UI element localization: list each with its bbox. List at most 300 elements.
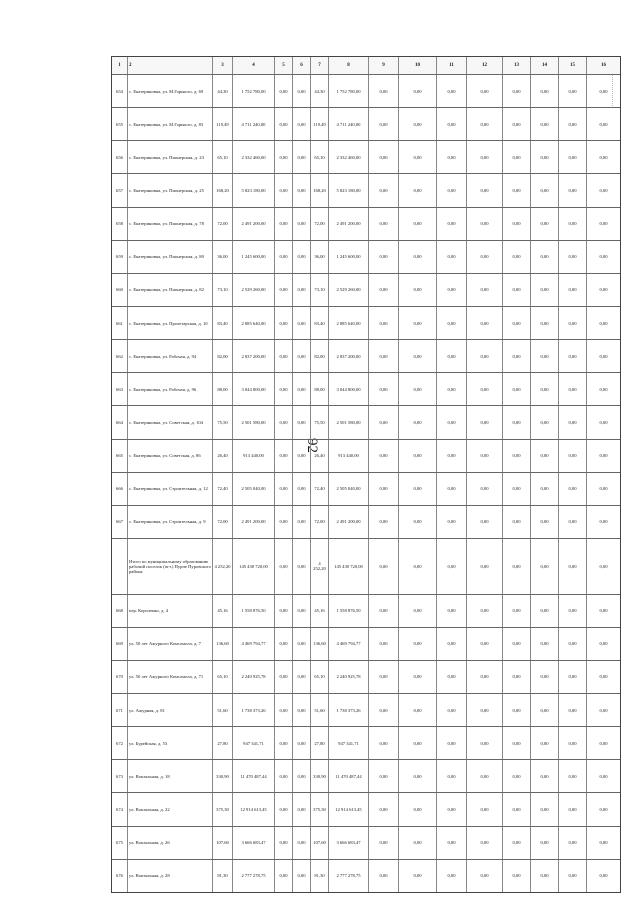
table-cell: 11 470 487,44 xyxy=(233,760,275,792)
table-cell: 2 885 640,00 xyxy=(233,307,275,339)
table-cell: 0,00 xyxy=(531,440,559,472)
table-cell: 0,00 xyxy=(399,860,437,892)
table-cell: 82,00 xyxy=(311,340,329,372)
table-cell: 670 xyxy=(112,661,128,693)
table-cell: 0,00 xyxy=(369,694,399,726)
table-cell: 2 491 200,00 xyxy=(233,208,275,240)
table-cell: пер. Короленко, д. 4 xyxy=(128,595,213,627)
table-cell: с. Екатериновка, ул. Рабочая, д. 96 xyxy=(128,373,213,405)
header-cell: 2 xyxy=(128,57,213,74)
table-cell: 0,00 xyxy=(437,595,467,627)
table-cell: 0,00 xyxy=(503,473,531,505)
table-row xyxy=(112,340,620,373)
table-cell: 0,00 xyxy=(437,406,467,438)
table-row xyxy=(112,860,620,892)
table-cell: 0,00 xyxy=(599,386,608,392)
table-cell: 0,00 xyxy=(275,174,293,206)
table-cell: ул. Бурейская, д. 53 xyxy=(128,727,213,759)
table-cell: 0,00 xyxy=(503,595,531,627)
table-row xyxy=(112,141,620,174)
table-cell: с. Екатериновка, ул. Рабочая, д. 94 xyxy=(128,340,213,372)
table-cell: 0,00 xyxy=(369,727,399,759)
table-cell: 88,00 xyxy=(311,373,329,405)
table-cell: 65,10 xyxy=(311,661,329,693)
table-cell: 0,00 xyxy=(599,807,608,813)
table-cell: 0,00 xyxy=(437,440,467,472)
table-cell: 0,00 xyxy=(503,506,531,538)
table-cell: 0,00 xyxy=(293,373,311,405)
table-cell: 0,00 xyxy=(467,208,503,240)
table-cell: 0,00 xyxy=(275,539,293,594)
table-row xyxy=(112,307,620,340)
table-cell: 330,90 xyxy=(311,760,329,792)
table-row xyxy=(112,406,620,439)
table-cell: 0,00 xyxy=(467,274,503,306)
table-cell: 83,40 xyxy=(311,307,329,339)
table-cell: 0,00 xyxy=(559,241,587,273)
table-cell: 0,00 xyxy=(467,694,503,726)
table-cell: 0,00 xyxy=(559,141,587,173)
table-cell: 0,00 xyxy=(293,440,311,472)
table-cell: 0,00 xyxy=(531,274,559,306)
table-cell: 88,00 xyxy=(213,373,233,405)
table-cell: 375,30 xyxy=(311,793,329,825)
table-cell: с. Екатериновка, ул. Пионерская, д. 80 xyxy=(128,241,213,273)
table-cell: 119,49 xyxy=(213,108,233,140)
table-cell: 0,00 xyxy=(369,174,399,206)
table-cell: 0,00 xyxy=(467,595,503,627)
table-cell: 0,00 xyxy=(599,486,608,492)
table-cell: 0,00 xyxy=(399,727,437,759)
table-cell: 0,00 xyxy=(275,694,293,726)
table-cell: 0,00 xyxy=(531,307,559,339)
table-cell: 4 252,20 xyxy=(213,539,233,594)
table-cell: 0,00 xyxy=(437,108,467,140)
table-cell: 0,00 xyxy=(437,241,467,273)
table-cell: 72,40 xyxy=(213,473,233,505)
table-cell: 0,00 xyxy=(369,860,399,892)
table-cell: 0,00 xyxy=(467,406,503,438)
table-cell: 5 823 180,00 xyxy=(329,174,369,206)
table-cell: 0,00 xyxy=(437,506,467,538)
table-cell: 0,00 xyxy=(275,340,293,372)
header-cell: 7 xyxy=(311,57,329,74)
table-cell: 0,00 xyxy=(369,373,399,405)
table-cell: 72,00 xyxy=(213,208,233,240)
table-cell: с. Екатериновка, ул. М.Горького, д. 69 xyxy=(128,75,213,107)
table-cell: 72,00 xyxy=(311,208,329,240)
table-cell: 0,00 xyxy=(559,628,587,660)
table-cell: 0,00 xyxy=(399,827,437,859)
table-cell: 2 491 200,00 xyxy=(329,506,369,538)
table-cell: 0,00 xyxy=(293,595,311,627)
table-cell: 0,00 xyxy=(559,473,587,505)
table-cell: 0,00 xyxy=(293,108,311,140)
table-cell: 2 885 640,00 xyxy=(329,307,369,339)
table-cell: 0,00 xyxy=(399,141,437,173)
table-row xyxy=(112,760,620,793)
table-cell: 0,00 xyxy=(467,108,503,140)
table-cell: ул. Вокзальная, д. 22 xyxy=(128,793,213,825)
table-cell: 668 xyxy=(112,595,128,627)
table-cell: 0,00 xyxy=(293,506,311,538)
table-cell: 0,00 xyxy=(369,340,399,372)
table-cell: 0,00 xyxy=(503,208,531,240)
table-cell: 2 505 040,00 xyxy=(233,473,275,505)
table-cell: 0,00 xyxy=(369,75,399,107)
table-cell: 0,00 xyxy=(399,440,437,472)
table-cell: 0,00 xyxy=(293,141,311,173)
table-cell: 947 341,71 xyxy=(329,727,369,759)
table-cell: 0,00 xyxy=(399,760,437,792)
table-cell: 44,30 xyxy=(311,75,329,107)
table-cell: 0,00 xyxy=(369,406,399,438)
table-row xyxy=(112,473,620,506)
table-cell: 51,60 xyxy=(311,694,329,726)
table-cell: 0,00 xyxy=(399,506,437,538)
table-cell xyxy=(112,539,128,594)
table-cell: 0,00 xyxy=(293,307,311,339)
table-cell: 0,00 xyxy=(467,373,503,405)
table-cell: 0,00 xyxy=(369,793,399,825)
table-cell: с. Екатериновка, ул. Пионерская, д. 82 xyxy=(128,274,213,306)
table-cell: с. Екатериновка, ул. Строительная, д. 9 xyxy=(128,506,213,538)
table-cell: 0,00 xyxy=(503,141,531,173)
table-cell: 0,00 xyxy=(275,827,293,859)
table-cell: 0,00 xyxy=(275,75,293,107)
table-cell: 0,00 xyxy=(437,694,467,726)
table-cell: 0,00 xyxy=(399,340,437,372)
header-cell: 1 xyxy=(112,57,128,74)
table-cell: 0,00 xyxy=(437,860,467,892)
table-cell: 1 752 780,00 xyxy=(329,75,369,107)
table-cell: 0,00 xyxy=(531,241,559,273)
table-cell: 660 xyxy=(112,274,128,306)
table-cell: 0,00 xyxy=(599,563,608,569)
table-cell: 0,00 xyxy=(293,241,311,273)
table-cell: 0,00 xyxy=(467,440,503,472)
table-cell: 0,00 xyxy=(503,827,531,859)
table-cell: 65,10 xyxy=(213,141,233,173)
table-row xyxy=(112,727,620,760)
table-cell: 0,00 xyxy=(399,694,437,726)
table-cell: ул. Ажурная, д. 81 xyxy=(128,694,213,726)
table-cell: 0,00 xyxy=(437,628,467,660)
table-cell: 0,00 xyxy=(399,241,437,273)
table-cell: с. Екатериновка, ул. Пионерская, д. 23 xyxy=(128,141,213,173)
table-cell: 663 xyxy=(112,373,128,405)
table-cell: 0,00 xyxy=(599,740,608,746)
table-cell: 73,10 xyxy=(311,274,329,306)
table-cell: 3 666 683,47 xyxy=(233,827,275,859)
table-cell: 0,00 xyxy=(369,827,399,859)
table-cell: 0,00 xyxy=(503,340,531,372)
table-cell: 119,49 xyxy=(311,108,329,140)
table-cell: 0,00 xyxy=(559,827,587,859)
table-cell: 0,00 xyxy=(531,506,559,538)
table-cell: 136,60 xyxy=(213,628,233,660)
table-cell: 0,00 xyxy=(437,340,467,372)
table-cell: 0,00 xyxy=(599,519,608,525)
table-cell: 2 529 260,00 xyxy=(233,274,275,306)
table-cell: 654 xyxy=(112,75,128,107)
table-cell: 0,00 xyxy=(503,307,531,339)
table-cell: 4 469 794,77 xyxy=(329,628,369,660)
table-cell: 662 xyxy=(112,340,128,372)
table-cell: 0,00 xyxy=(531,595,559,627)
table-cell: 0,00 xyxy=(369,307,399,339)
table-cell: 0,00 xyxy=(437,208,467,240)
table-cell: ул. 50 лет Ажурного Комсомола, д. 7 xyxy=(128,628,213,660)
table-cell: 0,00 xyxy=(437,174,467,206)
table-cell: 0,00 xyxy=(293,406,311,438)
table-cell: 0,00 xyxy=(399,539,437,594)
table-cell: 0,00 xyxy=(467,340,503,372)
table-cell: 65,10 xyxy=(213,661,233,693)
table-cell: 0,00 xyxy=(467,628,503,660)
table-row xyxy=(112,373,620,406)
table-cell: ул. Вокзальная, д. 26 xyxy=(128,827,213,859)
header-cell: 16 xyxy=(601,63,606,68)
table-cell: 0,00 xyxy=(599,773,608,779)
table-cell: 0,00 xyxy=(399,595,437,627)
table-cell: 0,00 xyxy=(275,373,293,405)
table-cell: 0,00 xyxy=(399,793,437,825)
table-cell: 0,00 xyxy=(437,141,467,173)
table-cell: 72,40 xyxy=(311,473,329,505)
table-cell: 0,00 xyxy=(399,208,437,240)
table-cell: 2 529 260,00 xyxy=(329,274,369,306)
table-cell: 0,00 xyxy=(275,241,293,273)
table-cell: 0,00 xyxy=(599,419,608,425)
table-cell: 168,20 xyxy=(213,174,233,206)
table-cell: 0,00 xyxy=(467,793,503,825)
table-cell: 0,00 xyxy=(293,473,311,505)
table-cell: 0,00 xyxy=(467,727,503,759)
table-cell: 0,00 xyxy=(369,208,399,240)
table-cell: 2 777 278,75 xyxy=(329,860,369,892)
table-cell: 0,00 xyxy=(503,241,531,273)
table-cell: 73,10 xyxy=(213,274,233,306)
table-cell: 0,00 xyxy=(437,539,467,594)
table-cell: 0,00 xyxy=(293,274,311,306)
table-cell: 0,00 xyxy=(369,141,399,173)
table-cell: 11 470 487,44 xyxy=(329,760,369,792)
table-cell: 0,00 xyxy=(599,641,608,647)
table-cell: 136,60 xyxy=(311,628,329,660)
table-cell: 0,00 xyxy=(599,320,608,326)
table-cell: 0,00 xyxy=(293,340,311,372)
table-cell: с. Екатериновка, ул. Советская, д. 86 xyxy=(128,440,213,472)
table-cell: 656 xyxy=(112,141,128,173)
table-cell: 27,80 xyxy=(213,727,233,759)
table-cell: 1 738 373,26 xyxy=(233,694,275,726)
table-cell: 0,00 xyxy=(559,108,587,140)
table-cell: 2 332 460,00 xyxy=(329,141,369,173)
table-cell: 2 501 580,00 xyxy=(233,406,275,438)
table-cell: 2 501 580,00 xyxy=(329,406,369,438)
table-cell: 0,00 xyxy=(275,727,293,759)
table-cell: 0,00 xyxy=(437,760,467,792)
table-cell: 0,00 xyxy=(275,760,293,792)
table-cell: 0,00 xyxy=(531,860,559,892)
table-cell: 655 xyxy=(112,108,128,140)
table-cell: 0,00 xyxy=(293,539,311,594)
table-cell: 0,00 xyxy=(599,608,608,614)
table-cell: 0,00 xyxy=(399,473,437,505)
table-cell: 0,00 xyxy=(531,827,559,859)
table-cell: с. Екатериновка, ул. Пролетарская, д. 10 xyxy=(128,307,213,339)
table-cell: 0,00 xyxy=(467,75,503,107)
table-cell: 676 xyxy=(112,860,128,892)
table-cell: 0,00 xyxy=(437,827,467,859)
table-cell: 0,00 xyxy=(437,793,467,825)
header-cell: 13 xyxy=(503,57,531,74)
table-cell: 0,00 xyxy=(275,108,293,140)
table-cell: 0,00 xyxy=(559,760,587,792)
table-cell: 0,00 xyxy=(503,727,531,759)
table-cell: 0,00 xyxy=(599,187,608,193)
table-cell: 44,30 xyxy=(213,75,233,107)
table-cell: 0,00 xyxy=(467,241,503,273)
table-cell: 0,00 xyxy=(369,595,399,627)
table-cell: 0,00 xyxy=(275,440,293,472)
table-cell: 0,00 xyxy=(559,307,587,339)
table-cell: 0,00 xyxy=(275,661,293,693)
table-cell: 0,00 xyxy=(531,108,559,140)
total-row xyxy=(112,539,620,595)
table-cell: 0,00 xyxy=(399,174,437,206)
table-cell: 2 505 040,00 xyxy=(329,473,369,505)
table-cell: 81,30 xyxy=(213,860,233,892)
table-cell: 0,00 xyxy=(437,373,467,405)
table-cell: 913 440,00 xyxy=(329,440,369,472)
table-cell: 0,00 xyxy=(437,307,467,339)
table-cell: 0,00 xyxy=(599,707,608,713)
table-row xyxy=(112,274,620,307)
table-cell: 0,00 xyxy=(559,727,587,759)
table-cell: 0,00 xyxy=(559,340,587,372)
table-cell: ул. Вокзальная, д. 28 xyxy=(128,860,213,892)
table-cell: 1 558 876,50 xyxy=(233,595,275,627)
table-row xyxy=(112,506,620,539)
table-cell: 81,30 xyxy=(311,860,329,892)
table-cell: 82,00 xyxy=(213,340,233,372)
table-cell: 0,00 xyxy=(503,108,531,140)
table-cell: Итого по муниципальному образованию рабочий поселок (пгт.) Пурпе Пуровского района xyxy=(128,539,213,594)
table-cell: 657 xyxy=(112,174,128,206)
table-cell: 4 711 240,00 xyxy=(233,108,275,140)
table-cell: 0,00 xyxy=(399,373,437,405)
table-cell: 673 xyxy=(112,760,128,792)
table-cell: 664 xyxy=(112,406,128,438)
table-cell: 0,00 xyxy=(275,406,293,438)
table-cell: 0,00 xyxy=(531,727,559,759)
table-row xyxy=(112,208,620,241)
table-row xyxy=(112,241,620,274)
table-cell: 168,20 xyxy=(311,174,329,206)
table-cell: с. Екатериновка, ул. Строительная, д. 12 xyxy=(128,473,213,505)
table-cell: 0,00 xyxy=(599,221,608,227)
table-cell: 0,00 xyxy=(503,760,531,792)
table-cell: 0,00 xyxy=(531,694,559,726)
table-cell: 0,00 xyxy=(293,793,311,825)
table-cell: 1 752 780,00 xyxy=(233,75,275,107)
table-cell: 0,00 xyxy=(559,274,587,306)
table-cell: 5 823 180,00 xyxy=(233,174,275,206)
table-cell: 0,00 xyxy=(275,793,293,825)
table-cell: 0,00 xyxy=(275,860,293,892)
table-cell: 4 252,20 xyxy=(311,539,329,594)
table-cell: 669 xyxy=(112,628,128,660)
table-cell: 0,00 xyxy=(467,473,503,505)
table-cell: 0,00 xyxy=(467,760,503,792)
table-cell: 661 xyxy=(112,307,128,339)
table-cell: 0,00 xyxy=(437,661,467,693)
table-cell: 0,00 xyxy=(531,373,559,405)
header-cell: 14 xyxy=(531,57,559,74)
table-row xyxy=(112,661,620,694)
table-cell: с. Екатериновка, ул. Пионерская, д. 25 xyxy=(128,174,213,206)
table-cell: 51,60 xyxy=(213,694,233,726)
table-cell: 0,00 xyxy=(599,121,608,127)
table-cell: 4 711 240,00 xyxy=(329,108,369,140)
table-cell: 0,00 xyxy=(467,174,503,206)
table-cell: 947 341,71 xyxy=(233,727,275,759)
table-cell: 0,00 xyxy=(467,506,503,538)
table-cell: 0,00 xyxy=(369,274,399,306)
table-cell: 658 xyxy=(112,208,128,240)
table-cell: 0,00 xyxy=(559,694,587,726)
header-cell: 9 xyxy=(369,57,399,74)
table-cell: 0,00 xyxy=(599,287,608,293)
table-cell: 0,00 xyxy=(275,141,293,173)
table-row xyxy=(112,75,620,108)
table-cell: 0,00 xyxy=(531,174,559,206)
table-cell: 0,00 xyxy=(531,793,559,825)
table-cell: 913 440,00 xyxy=(233,440,275,472)
table-row xyxy=(112,628,620,661)
table-cell: ул. 50 лет Ажурного Комсомола, д. 71 xyxy=(128,661,213,693)
table-cell: 0,00 xyxy=(503,539,531,594)
table-cell: 665 xyxy=(112,440,128,472)
table-cell: 1 245 600,00 xyxy=(233,241,275,273)
table-cell: с. Екатериновка, ул. Советская, д. 104 xyxy=(128,406,213,438)
table-cell: 671 xyxy=(112,694,128,726)
table-cell: 0,00 xyxy=(559,75,587,107)
table-cell: ул. Вокзальная, д. 18 xyxy=(128,760,213,792)
table-cell: 0,00 xyxy=(531,473,559,505)
table-cell: 1 558 876,50 xyxy=(329,595,369,627)
table-cell: 0,00 xyxy=(503,661,531,693)
table-cell: 0,00 xyxy=(437,727,467,759)
table-cell: 3 044 800,00 xyxy=(329,373,369,405)
table-cell: 666 xyxy=(112,473,128,505)
table-cell: 0,00 xyxy=(503,628,531,660)
table-cell: 0,00 xyxy=(467,141,503,173)
header-cell: 11 xyxy=(437,57,467,74)
header-cell: 3 xyxy=(213,57,233,74)
table-cell: 0,00 xyxy=(531,661,559,693)
table-cell: 0,00 xyxy=(293,760,311,792)
table-cell: 0,00 xyxy=(599,840,608,846)
header-cell: 15 xyxy=(559,57,587,74)
table-cell: 0,00 xyxy=(467,307,503,339)
table-cell: 0,00 xyxy=(531,208,559,240)
table-cell: 0,00 xyxy=(599,353,608,359)
page-number: 92 xyxy=(304,438,320,453)
table-cell: 0,00 xyxy=(599,674,608,680)
